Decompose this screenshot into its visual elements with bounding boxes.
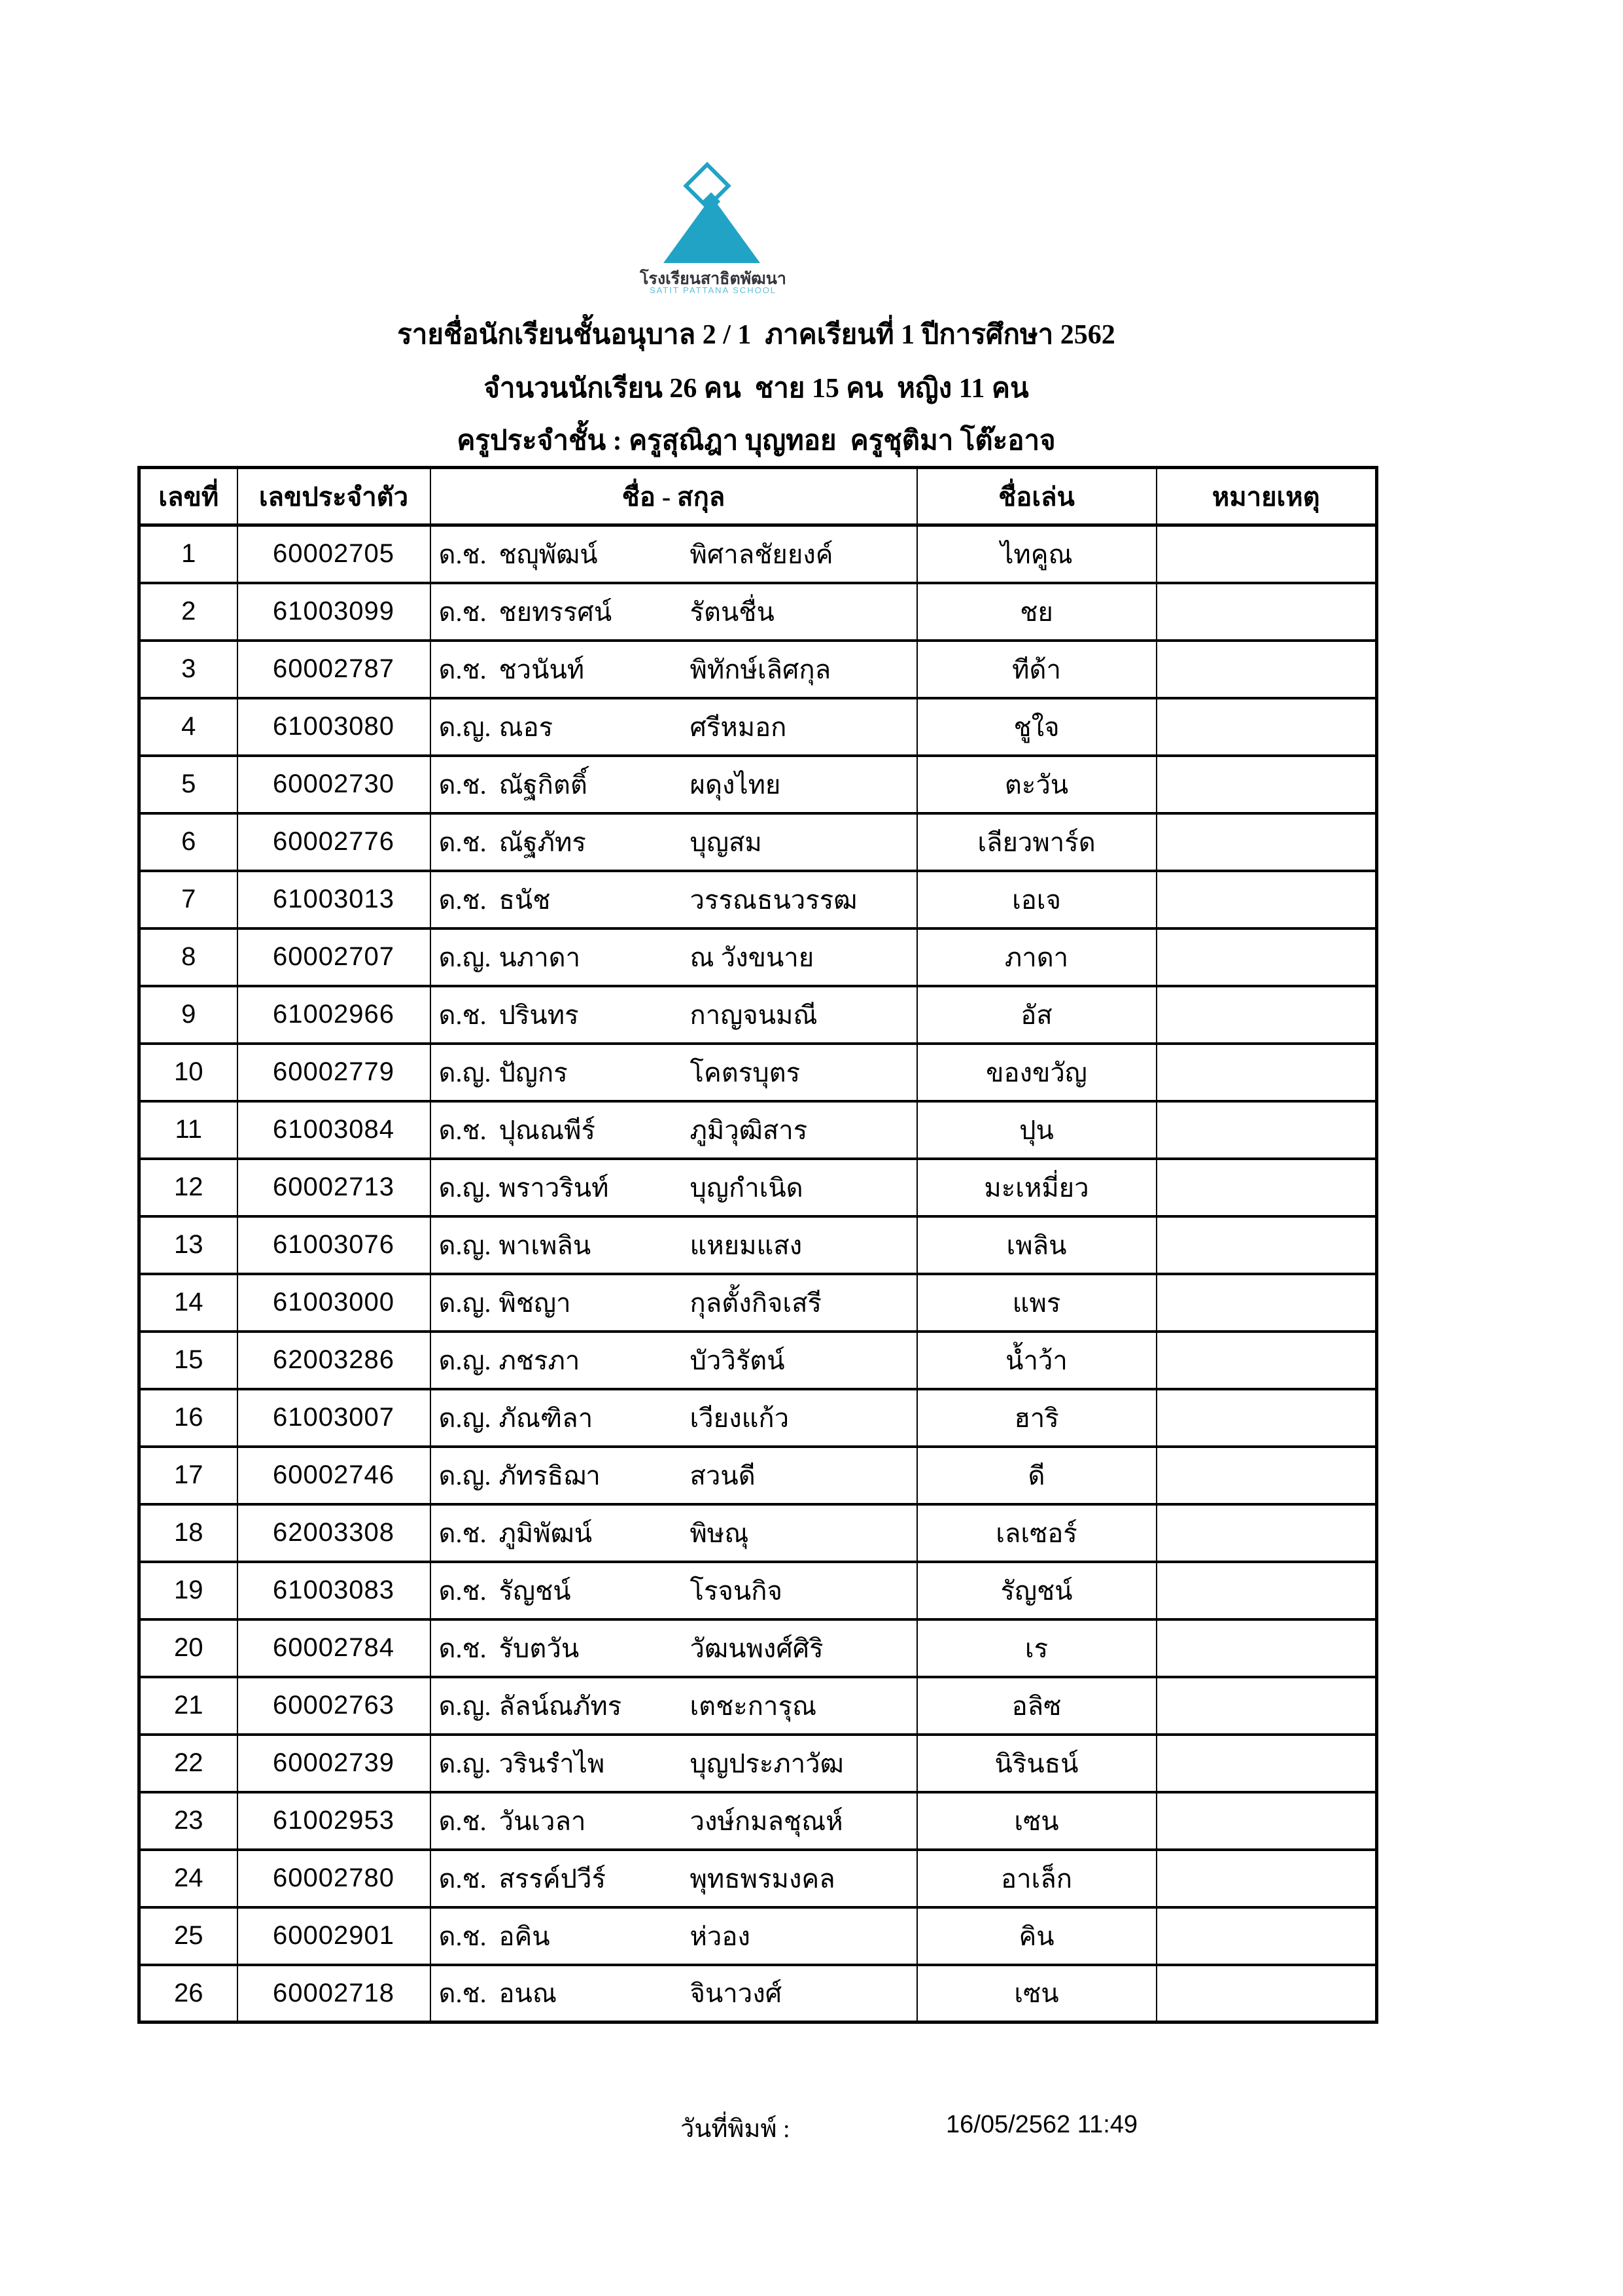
cell-name [430, 986, 917, 1044]
cell-nickname: ของขวัญ [917, 1044, 1157, 1101]
name-last: บุญกำเนิด [689, 1173, 803, 1203]
cell-number: 15 [139, 1332, 237, 1389]
col-header-nickname: ชื่อเล่น [917, 468, 1157, 525]
cell-student-id: 60002776 [237, 813, 430, 871]
name-prefix: ด.ช. [438, 1115, 487, 1145]
name-last: ศรีหมอก [689, 712, 787, 742]
table-row [139, 1619, 1377, 1677]
name-first: ชวนันท์ [498, 654, 585, 684]
school-name-english: SATIT PATTANA SCHOOL [649, 285, 777, 295]
cell-remarks [1157, 1562, 1377, 1619]
cell-name [430, 1735, 917, 1792]
name-first: วันเวลา [498, 1806, 586, 1836]
name-first: อคิน [498, 1921, 550, 1951]
cell-student-id: 61003000 [237, 1274, 430, 1332]
name-last: วงษ์กมลชุณห์ [689, 1806, 843, 1836]
table-row [139, 1965, 1377, 2022]
cell-student-id: 60002739 [237, 1735, 430, 1792]
cell-number: 24 [139, 1850, 237, 1907]
cell-remarks [1157, 1332, 1377, 1389]
name-last: โรจนกิจ [689, 1576, 782, 1606]
cell-number: 9 [139, 986, 237, 1044]
cell-student-id: 60002746 [237, 1447, 430, 1504]
cell-number: 22 [139, 1735, 237, 1792]
cell-student-id: 61003084 [237, 1101, 430, 1159]
name-prefix: ด.ช. [438, 1979, 487, 2009]
name-last: พิศาลชัยยงค์ [689, 539, 833, 569]
logo-triangle-icon [663, 196, 760, 263]
cell-nickname: ชูใจ [917, 698, 1157, 756]
name-last: บัววิรัตน์ [689, 1345, 785, 1375]
name-prefix: ด.ช. [438, 1576, 487, 1606]
table-row [139, 1159, 1377, 1216]
name-prefix: ด.ญ. [438, 1057, 491, 1087]
name-first: ภชรภา [498, 1345, 580, 1375]
name-prefix: ด.ช. [438, 1518, 487, 1548]
cell-remarks [1157, 1965, 1377, 2022]
cell-number: 19 [139, 1562, 237, 1619]
cell-student-id: 60002713 [237, 1159, 430, 1216]
name-prefix: ด.ญ. [438, 1403, 491, 1433]
name-first: พาเพลิน [498, 1230, 591, 1260]
cell-remarks [1157, 1907, 1377, 1965]
table-row [139, 756, 1377, 813]
cell-name [430, 1907, 917, 1965]
name-first: ธนัช [498, 885, 551, 915]
cell-number: 23 [139, 1792, 237, 1850]
cell-remarks [1157, 1447, 1377, 1504]
name-last: พิษณุ [689, 1518, 749, 1548]
name-first: ปัญกร [498, 1057, 568, 1087]
cell-student-id: 60002718 [237, 1965, 430, 2022]
name-last: จินาวงศ์ [689, 1979, 782, 2009]
table-row [139, 928, 1377, 986]
cell-number: 13 [139, 1216, 237, 1274]
name-last: บุญสม [689, 827, 762, 857]
cell-remarks [1157, 698, 1377, 756]
name-first: ภูมิพัฒน์ [498, 1518, 593, 1548]
cell-nickname: เซน [917, 1792, 1157, 1850]
cell-name [430, 813, 917, 871]
name-first: รับตวัน [498, 1633, 580, 1663]
name-prefix: ด.ญ. [438, 1345, 491, 1375]
cell-number: 16 [139, 1389, 237, 1447]
name-last: เตชะการุณ [689, 1691, 817, 1721]
footer-print-label: วันที่พิมพ์ : [680, 2115, 790, 2143]
name-prefix: ด.ช. [438, 769, 487, 800]
name-first: รัญชน์ [498, 1576, 571, 1606]
cell-remarks [1157, 928, 1377, 986]
cell-student-id: 61002966 [237, 986, 430, 1044]
name-first: สรรค์ปวีร์ [498, 1863, 606, 1894]
cell-student-id: 61003080 [237, 698, 430, 756]
name-first: พิชญา [498, 1288, 571, 1318]
cell-remarks [1157, 1389, 1377, 1447]
col-header-remarks: หมายเหตุ [1157, 468, 1377, 525]
cell-nickname: ปุน [917, 1101, 1157, 1159]
cell-student-id: 61003007 [237, 1389, 430, 1447]
cell-number: 25 [139, 1907, 237, 1965]
cell-remarks [1157, 1619, 1377, 1677]
name-first: ปุณณพีร์ [498, 1115, 595, 1145]
cell-nickname: ทีด้า [917, 641, 1157, 698]
cell-number: 20 [139, 1619, 237, 1677]
cell-name [430, 1792, 917, 1850]
student-table [137, 466, 1378, 2024]
cell-number: 5 [139, 756, 237, 813]
cell-number: 1 [139, 525, 237, 583]
name-last: พุทธพรมงคล [689, 1863, 835, 1894]
cell-remarks [1157, 1792, 1377, 1850]
name-last: กุลตั้งกิจเสรี [689, 1288, 822, 1318]
cell-nickname: เลียวพาร์ด [917, 813, 1157, 871]
name-last: บุญประภาวัฒ [689, 1748, 844, 1778]
cell-number: 17 [139, 1447, 237, 1504]
cell-nickname: แพร [917, 1274, 1157, 1332]
name-prefix: ด.ช. [438, 654, 487, 684]
name-prefix: ด.ญ. [438, 942, 491, 972]
name-first: ณัฐภัทร [498, 827, 586, 857]
cell-remarks [1157, 1677, 1377, 1735]
name-last: ห่วอง [689, 1921, 750, 1951]
table-row [139, 1101, 1377, 1159]
name-prefix: ด.ช. [438, 539, 487, 569]
cell-number: 2 [139, 583, 237, 641]
cell-nickname: เพลิน [917, 1216, 1157, 1274]
name-prefix: ด.ญ. [438, 1691, 491, 1721]
cell-number: 8 [139, 928, 237, 986]
cell-name [430, 1159, 917, 1216]
name-last: แหยมแสง [689, 1230, 803, 1260]
cell-number: 12 [139, 1159, 237, 1216]
cell-student-id: 60002901 [237, 1907, 430, 1965]
cell-nickname: เซน [917, 1965, 1157, 2022]
name-first: ณัฐกิตติ์ [498, 769, 587, 800]
cell-name [430, 1216, 917, 1274]
cell-nickname: ดี [917, 1447, 1157, 1504]
cell-nickname: นิรินธน์ [917, 1735, 1157, 1792]
name-first: ภัทรธิฌา [498, 1460, 601, 1491]
cell-nickname: เร [917, 1619, 1157, 1677]
cell-remarks [1157, 871, 1377, 928]
cell-number: 11 [139, 1101, 237, 1159]
school-logo [628, 164, 798, 301]
cell-name [430, 1504, 917, 1562]
name-prefix: ด.ญ. [438, 712, 491, 742]
cell-remarks [1157, 1274, 1377, 1332]
cell-remarks [1157, 641, 1377, 698]
name-first: นภาดา [498, 942, 581, 972]
cell-nickname: น้ำว้า [917, 1332, 1157, 1389]
name-prefix: ด.ญ. [438, 1288, 491, 1318]
name-first: ชยทรรศน์ [498, 597, 612, 627]
cell-nickname: รัญชน์ [917, 1562, 1157, 1619]
name-first: ชญุพัฒน์ [498, 539, 598, 569]
name-prefix: ด.ช. [438, 1806, 487, 1836]
name-last: ภูมิวุฒิสาร [689, 1115, 808, 1145]
cell-name [430, 1447, 917, 1504]
cell-student-id: 60002707 [237, 928, 430, 986]
cell-remarks [1157, 1504, 1377, 1562]
cell-name [430, 1332, 917, 1389]
name-last: กาญจนมณี [689, 1000, 818, 1030]
cell-nickname: ชย [917, 583, 1157, 641]
cell-name [430, 525, 917, 583]
cell-name [430, 583, 917, 641]
cell-name [430, 698, 917, 756]
col-header-number: เลขที่ [139, 468, 237, 525]
name-last: เวียงแก้ว [689, 1403, 790, 1433]
table-row [139, 1389, 1377, 1447]
cell-student-id: 60002784 [237, 1619, 430, 1677]
school-name-thai: โรงเรียนสาธิตพัฒนา [640, 270, 786, 288]
name-prefix: ด.ญ. [438, 1748, 491, 1778]
name-prefix: ด.ช. [438, 1000, 487, 1030]
name-first: ณอร [498, 712, 553, 742]
table-row [139, 1447, 1377, 1504]
cell-name [430, 1389, 917, 1447]
table-row [139, 871, 1377, 928]
name-prefix: ด.ช. [438, 1921, 487, 1951]
table-row [139, 1332, 1377, 1389]
cell-student-id: 62003286 [237, 1332, 430, 1389]
cell-student-id: 61003013 [237, 871, 430, 928]
table-row [139, 1677, 1377, 1735]
table-row [139, 1850, 1377, 1907]
cell-number: 18 [139, 1504, 237, 1562]
cell-nickname: คิน [917, 1907, 1157, 1965]
name-first: ปรินทร [498, 1000, 579, 1030]
cell-student-id: 60002779 [237, 1044, 430, 1101]
name-last: รัตนชื่น [689, 597, 775, 627]
name-last: ผดุงไทย [689, 769, 781, 800]
cell-nickname: เอเจ [917, 871, 1157, 928]
name-prefix: ด.ช. [438, 827, 487, 857]
cell-remarks [1157, 525, 1377, 583]
cell-name [430, 928, 917, 986]
cell-remarks [1157, 583, 1377, 641]
footer-print-datetime: 16/05/2562 11:49 [946, 2111, 1138, 2138]
cell-number: 21 [139, 1677, 237, 1735]
name-first: วรินรำไพ [498, 1748, 605, 1778]
cell-name [430, 1562, 917, 1619]
cell-nickname: อัส [917, 986, 1157, 1044]
table-row [139, 1216, 1377, 1274]
name-first: ภัณฑิลา [498, 1403, 593, 1433]
name-last: พิทักษ์เลิศกุล [689, 654, 831, 684]
table-row [139, 525, 1377, 583]
name-prefix: ด.ญ. [438, 1230, 491, 1260]
name-last: วรรณธนวรรฒ [689, 885, 858, 915]
col-header-name: ชื่อ - สกุล [430, 468, 917, 525]
cell-student-id: 61003083 [237, 1562, 430, 1619]
cell-name [430, 871, 917, 928]
cell-student-id: 60002730 [237, 756, 430, 813]
cell-student-id: 60002787 [237, 641, 430, 698]
table-row [139, 1907, 1377, 1965]
cell-student-id: 60002705 [237, 525, 430, 583]
name-last: ณ วังขนาย [689, 942, 814, 972]
cell-nickname: อลิซ [917, 1677, 1157, 1735]
cell-student-id: 61003099 [237, 583, 430, 641]
cell-number: 6 [139, 813, 237, 871]
cell-number: 3 [139, 641, 237, 698]
cell-remarks [1157, 813, 1377, 871]
cell-name [430, 1274, 917, 1332]
name-prefix: ด.ช. [438, 1633, 487, 1663]
name-first: ลัลน์ณภัทร [498, 1691, 622, 1721]
cell-remarks [1157, 756, 1377, 813]
cell-number: 14 [139, 1274, 237, 1332]
cell-number: 4 [139, 698, 237, 756]
cell-nickname: ตะวัน [917, 756, 1157, 813]
table-row [139, 1504, 1377, 1562]
name-first: อนณ [498, 1979, 557, 2009]
cell-nickname: อาเล็ก [917, 1850, 1157, 1907]
table-row [139, 698, 1377, 756]
name-prefix: ด.ช. [438, 597, 487, 627]
cell-nickname: ไทคูณ [917, 525, 1157, 583]
table-row [139, 986, 1377, 1044]
name-first: พราวรินท์ [498, 1173, 609, 1203]
name-prefix: ด.ช. [438, 1863, 487, 1894]
cell-number: 26 [139, 1965, 237, 2022]
cell-remarks [1157, 986, 1377, 1044]
cell-student-id: 61002953 [237, 1792, 430, 1850]
cell-student-id: 62003308 [237, 1504, 430, 1562]
cell-remarks [1157, 1216, 1377, 1274]
cell-name [430, 1619, 917, 1677]
table-row [139, 813, 1377, 871]
cell-nickname: ฮาริ [917, 1389, 1157, 1447]
col-header-student-id: เลขประจำตัว [237, 468, 430, 525]
name-prefix: ด.ญ. [438, 1460, 491, 1491]
cell-name [430, 1101, 917, 1159]
cell-remarks [1157, 1850, 1377, 1907]
table-row [139, 1562, 1377, 1619]
cell-name [430, 1965, 917, 2022]
cell-name [430, 1044, 917, 1101]
title-class-line: รายชื่อนักเรียนชั้นอนุบาล 2 / 1 ภาคเรียนที่ 1 ปีการศึกษา 2562 [397, 320, 1115, 350]
cell-remarks [1157, 1735, 1377, 1792]
table-row [139, 1735, 1377, 1792]
cell-name [430, 641, 917, 698]
cell-nickname: เลเซอร์ [917, 1504, 1157, 1562]
name-last: วัฒนพงศ์ศิริ [689, 1633, 824, 1663]
name-last: สวนดี [689, 1460, 756, 1491]
cell-nickname: ภาดา [917, 928, 1157, 986]
cell-name [430, 756, 917, 813]
cell-student-id: 61003076 [237, 1216, 430, 1274]
cell-remarks [1157, 1101, 1377, 1159]
cell-number: 7 [139, 871, 237, 928]
table-row [139, 641, 1377, 698]
cell-student-id: 60002763 [237, 1677, 430, 1735]
cell-remarks [1157, 1159, 1377, 1216]
title-count-line: จำนวนนักเรียน 26 คน ชาย 15 คน หญิง 11 คน [483, 374, 1029, 404]
cell-student-id: 60002780 [237, 1850, 430, 1907]
cell-remarks [1157, 1044, 1377, 1101]
cell-number: 10 [139, 1044, 237, 1101]
table-row [139, 1274, 1377, 1332]
table-row [139, 1044, 1377, 1101]
name-prefix: ด.ช. [438, 885, 487, 915]
name-last: โคตรบุตร [689, 1057, 801, 1087]
table-header-row [139, 468, 1377, 525]
table-row [139, 583, 1377, 641]
cell-name [430, 1677, 917, 1735]
cell-nickname: มะเหมี่ยว [917, 1159, 1157, 1216]
name-prefix: ด.ญ. [438, 1173, 491, 1203]
cell-name [430, 1850, 917, 1907]
title-teacher-line: ครูประจำชั้น : ครูสุณิฎา บุญทอย ครูชุติมา โต๊ะอาจ [457, 426, 1056, 456]
table-row [139, 1792, 1377, 1850]
